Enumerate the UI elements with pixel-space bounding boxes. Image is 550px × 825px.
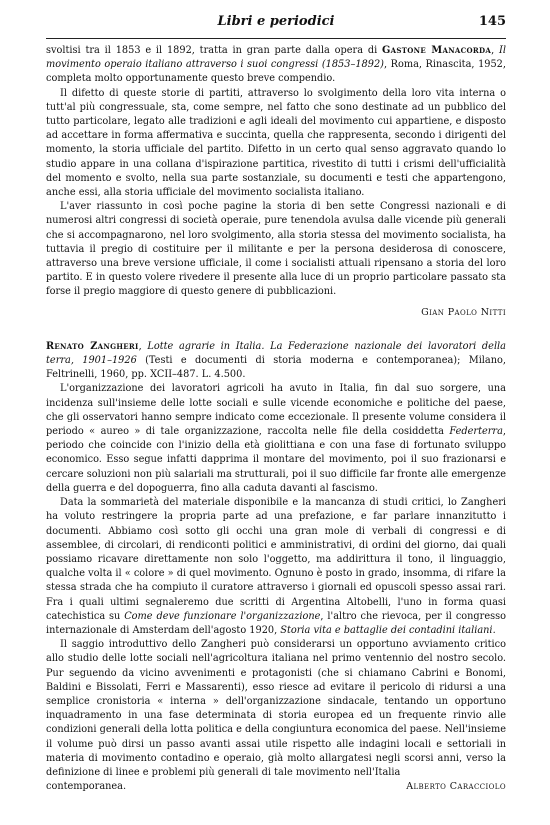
review2-closing-line xyxy=(46,780,506,794)
cited-title: Il movimento operaio italiano attraverso i suoi congressi (1853–1892) xyxy=(46,45,507,71)
page-number: 145 xyxy=(478,14,506,29)
review2-paragraph-1: L'organizzazione dei lavoratori agricoli ha avuto in Italia, fin dal suo sorgere, una incidenza sull'insieme delle lotte sociali e sulle vicende economiche e politiche del paese, che gli osservatori hanno sempre indicato come eccezionale. Il presente volume considera il periodo « aureo » di tale organizzazione, raccolta nelle file della cosiddetta Federterra, periodo che coincide con l'inizio della età giolittiana e con una fase di fortunato sviluppo economico. Esso segue infatti dapprima il montare del movimento, poi il suo frazionarsi e cercare soluzioni non più salariali ma strutturali, poi il suo difficile far fronte alle emergenze della guerra e del dopoguerra, fino alla caduta davanti al fascismo. xyxy=(46,383,506,494)
review2-paragraph-3: Il saggio introduttivo dello Zangheri può considerarsi un opportuno avviamento critico allo studio delle lotte sociali nell'agricoltura italiana nel primo ventennio del nostro secolo. Pur seguendo da vicino avvenimenti e protagonisti (che si chiamano Cabrini e Bonomi, Baldini e Bissolati, Ferri e Massarenti), esso riesce ad evitare il pericolo di ridursi a una semplice cronistoria « interna » dell'organizzazione sindacale, tentando un opportuno inquadramento in una fase determinata di storia europea ed un frequente rinvio alle condizioni generali della lotta politica e della congiuntura economica del paese. Nell'insieme il volume può dirsi un passo avanti assai utile rispetto alle indagini locali e settoriali in materia di movimento contadino e operaio, già molto allargatesi negli scorsi anni, verso la definizione di linee e problemi più generali di tale movimento nell'Italia xyxy=(46,639,506,778)
running-title: Libri e periodici xyxy=(217,14,335,29)
running-header xyxy=(46,14,506,36)
review2-paragraph-2: Data la sommarietà del materiale disponibile e la mancanza di studi critici, lo Zangheri ha voluto restringere la propria parte ad una prefazione, e far parlare innanzitutto i documenti. Abbiamo così sotto gli occhi una gran mole di verbali di congressi e di assemblee, di circolari, di rendiconti politici e amministrativi, di ordini del giorno, dai quali possiamo ricavare direttamente non solo l'oggetto, ma addirittura il tono, il linguaggio, qualche volta il « colore » di quel movimento. Ognuno è posto in grado, insomma, di rifare la stessa strada che ha compiuto il curatore attraverso i giornali ed opuscoli spesso assai rari. Fra i quali ultimi segnaleremo due scritti di Argentina Altobelli, l'uno in forma quasi catechistica su Come deve funzionare l'organizzazione, l'altro che rievoca, per il congresso internazionale di Amsterdam dell'agosto 1920, Storia vita e battaglie dei contadini italiani. xyxy=(46,497,506,636)
review2-signature: Alberto Caracciolo xyxy=(406,781,506,793)
review1-paragraph-2: L'aver riassunto in così poche pagine la storia di ben sette Congressi nazionali e di numerosi altri congressi di società operaie, pure tenendola avulsa dalle vicende più generali che si accompagnarono, nel loro svolgimento, alla storia stessa del movimento socialista, ha tuttavia il pregio di costituire per il militante e per la persona desiderosa di conoscere, attraverso una breve versione ufficiale, il come i socialisti attuali ripensano a storia del loro partito. E in questo volere rivedere il presente alla luce di un proprio particolare passato sta forse il pregio maggiore di questo genere di pubblicazioni. xyxy=(46,201,506,298)
review2-book-title: Lotte agrarie in Italia. La Federazione nazionale dei lavoratori della terra, 1901–1926 xyxy=(46,340,506,367)
review1-signature: Gian Paolo Nitti xyxy=(421,306,506,318)
review2-citation: Renato Zangheri, Lotte agrarie in Italia. La Federazione nazionale dei lavoratori della terra, 1901–1926 (Testi e documenti di storia moderna e contemporanea); Milano, Feltrinelli, 1960, pp. XCII–487. L. 4.500. xyxy=(46,340,506,381)
review2-publication-info: (Testi e documenti di storia moderna e contemporanea); Milano, Feltrinelli, 1960, pp. XCII–487. L. 4.500. xyxy=(46,355,506,381)
review2-last-word: contemporanea. xyxy=(46,781,127,793)
header-rule xyxy=(46,38,506,39)
review1-paragraph-1: Il difetto di queste storie di partiti, attraverso lo svolgimento della loro vita interna o tutt'al più congressuale, sta, come sempre, nel fatto che sono destinate ad un pubblico del tutto particolare, legato alle tradizioni e agli ideali del movimento cui appartiene, e disposto ad accettare in forma affermativa e succinta, quella che rappresenta, secondo i dirigenti del momento, la storia ufficiale del partito. Difetto in un certo qual senso aggravato quando lo studio appare in una collana d'ispirazione partitica, rivestito di tutti i crismi dell'ufficialità del momento e svolto, nella sua parte sostanziale, su documenti e testi che appartengono, anche essi, alla storia ufficiale del movimento socialista italiano. xyxy=(46,87,506,199)
review1-paragraph-0: svoltisi tra il 1853 e il 1892, tratta in gran parte dalla opera di Gastone Manacorda, Il movimento operaio italiano attraverso i suoi congressi (1853–1892), Roma, Rinascita, 1952, completa molto opportunamente questo breve compendio. xyxy=(46,45,507,85)
review2-author: Renato Zangheri xyxy=(46,340,139,352)
page-body xyxy=(46,44,506,794)
cited-author: Gastone Manacorda xyxy=(382,45,492,56)
